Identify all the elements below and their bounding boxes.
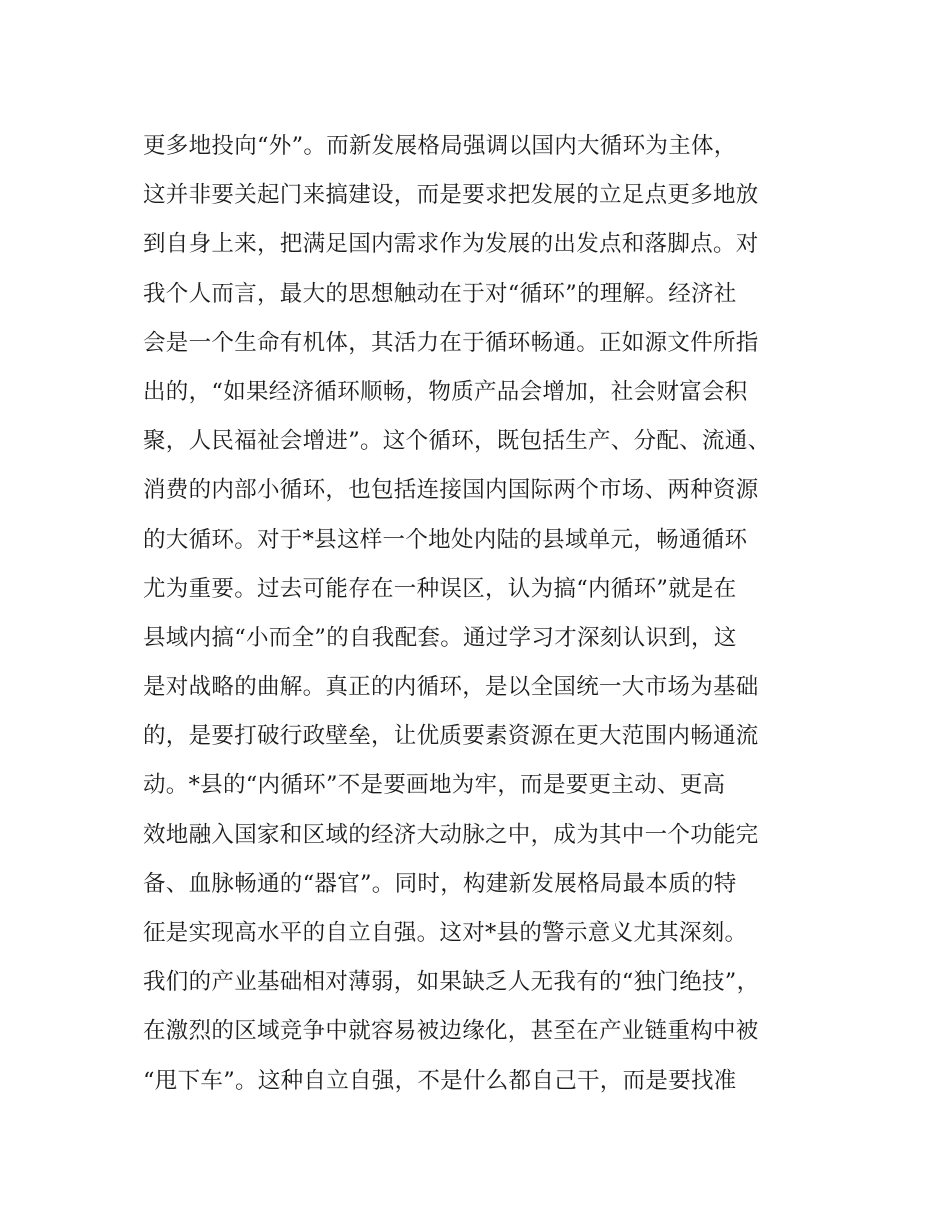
text-line: 消费的内部小循环，也包括连接国内国际两个市场、两种资源 xyxy=(143,477,759,504)
text-line: 聚，人民福祉会增进”。这个循环，既包括生产、分配、流通、 xyxy=(143,428,771,455)
text-line: 会是一个生命有机体，其活力在于循环畅通。正如源文件所指 xyxy=(143,329,759,356)
text-line: 征是实现高水平的自立自强。这对*县的警示意义尤其深刻。 xyxy=(143,920,748,946)
text-line: 的大循环。对于*县这样一个地处内陆的县域单元，畅通循环 xyxy=(143,526,748,553)
text-line: 我个人而言，最大的思想触动在于对“循环”的理解。经济社 xyxy=(143,280,737,307)
text-line: “甩下车”。这种自立自强，不是什么都自己干，而是要找准 xyxy=(143,1067,737,1094)
text-line: 效地融入国家和区域的经济大动脉之中，成为其中一个功能完 xyxy=(143,821,759,848)
body-paragraph xyxy=(143,122,843,1106)
text-line: 更多地投向“外”。而新发展格局强调以国内大循环为主体， xyxy=(143,133,737,159)
text-line: 这并非要关起门来搞建设，而是要求把发展的立足点更多地放 xyxy=(143,182,759,209)
text-line: 出的，“如果经济循环顺畅，物质产品会增加，社会财富会积 xyxy=(143,378,748,405)
text-line: 我们的产业基础相对薄弱，如果缺乏人无我有的“独门绝技”， xyxy=(143,969,760,996)
text-line: 备、血脉畅通的“器官”。同时，构建新发展格局最本质的特 xyxy=(143,870,737,897)
text-line: 在激烈的区域竞争中就容易被边缘化，甚至在产业链重构中被 xyxy=(143,1018,759,1045)
text-line: 县域内搞“小而全”的自我配套。通过学习才深刻认识到，这 xyxy=(143,624,737,651)
text-line: 的，是要打破行政壁垒，让优质要素资源在更大范围内畅通流 xyxy=(143,723,759,750)
text-line: 是对战略的曲解。真正的内循环，是以全国统一大市场为基础 xyxy=(143,674,759,701)
text-line: 尤为重要。过去可能存在一种误区，认为搞“内循环”就是在 xyxy=(143,575,737,602)
text-line: 到自身上来，把满足国内需求作为发展的出发点和落脚点。对 xyxy=(143,231,759,258)
text-line: 动。*县的“内循环”不是要画地为牢，而是要更主动、更高 xyxy=(143,772,726,799)
